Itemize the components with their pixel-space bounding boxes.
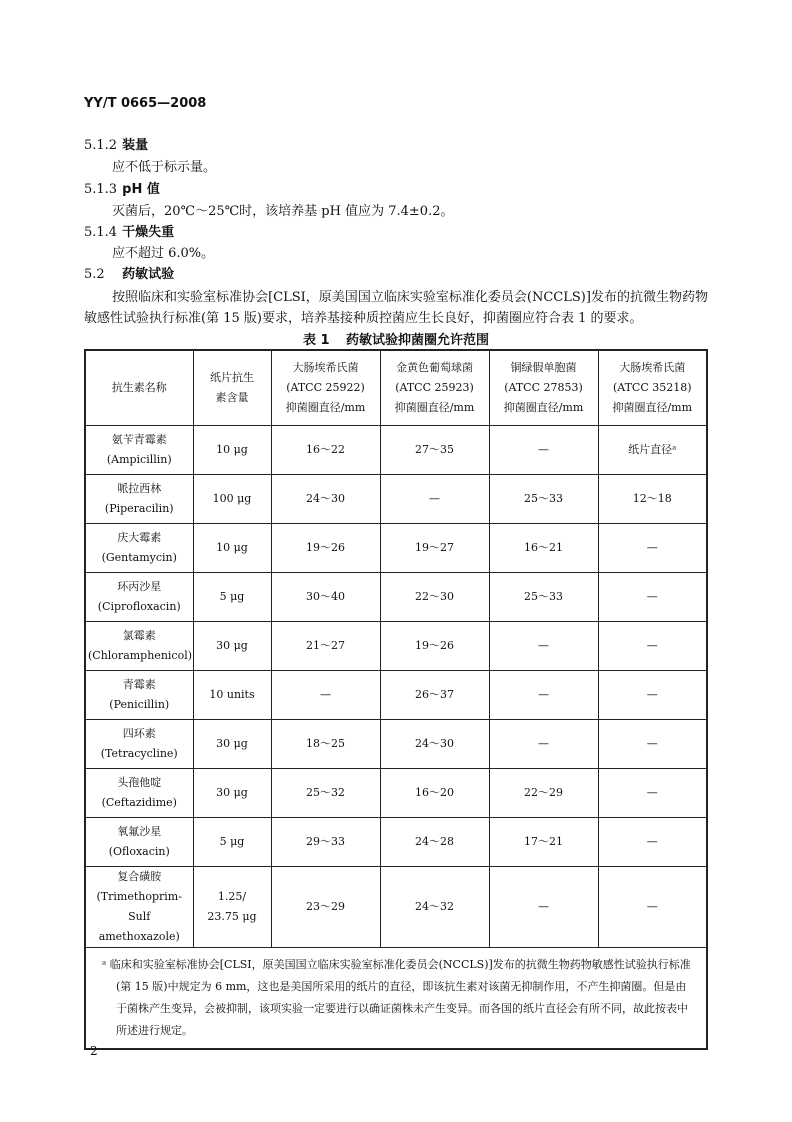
value-cell: 25～32	[271, 769, 380, 818]
header-ec25922: 大肠埃希氏菌 (ATCC 25922) 抑菌圈直径/mm	[271, 350, 380, 426]
value-cell: 22～30	[380, 573, 489, 622]
section-5-2-heading	[84, 265, 174, 285]
value-cell: 24～30	[271, 475, 380, 524]
document-code: YY/T 0665—2008	[84, 96, 207, 111]
table-footnote: ᵃ 临床和实验室标准协会[CLSI，原美国国立临床实验室标准化委员会(NCCLS)]发布的抗微生物药物敏感性试验执行标准(第 15 版)中规定为 6 mm，这也是美国所采用的纸片的直径，即该抗生素对该菌无抑制作用，不产生抑菌圈。但是由于菌株产生变异，会被抑制，该项实验一定要进行以确证菌株未产生变异。而各国的纸片直径会有所不同，故此按表中所述进行规定。	[85, 948, 707, 1050]
table-row	[85, 720, 707, 769]
value-cell: 24～30	[380, 720, 489, 769]
content-cell: 100 μg	[193, 475, 271, 524]
value-cell: —	[271, 671, 380, 720]
value-cell: 29～33	[271, 818, 380, 867]
value-cell: 16～22	[271, 426, 380, 475]
value-cell: 16～20	[380, 769, 489, 818]
table-row	[85, 475, 707, 524]
section-5-1-4-text: 应不超过 6.0%。	[112, 246, 215, 261]
content-cell: 10 units	[193, 671, 271, 720]
table-caption-title: 药敏试验抑菌圈允许范围	[346, 333, 490, 348]
value-cell: —	[598, 622, 707, 671]
antibiotic-name-cell: 四环素 (Tetracycline)	[85, 720, 193, 769]
header-pa27853: 铜绿假单胞菌 (ATCC 27853) 抑菌圈直径/mm	[489, 350, 598, 426]
value-cell: 25～33	[489, 573, 598, 622]
antibiotic-name-cell: 庆大霉素 (Gentamycin)	[85, 524, 193, 573]
section-number: 5.1.2	[84, 138, 118, 153]
table-caption-label: 表 1	[302, 333, 330, 348]
antibiotic-name-cell: 哌拉西林 (Piperacilin)	[85, 475, 193, 524]
value-cell: —	[598, 524, 707, 573]
antibiotic-name-cell: 环丙沙星 (Ciprofloxacin)	[85, 573, 193, 622]
content-cell: 10 μg	[193, 426, 271, 475]
table-row	[85, 622, 707, 671]
value-cell: —	[598, 720, 707, 769]
section-5-1-2-heading	[84, 136, 148, 156]
section-5-1-2-text: 应不低于标示量。	[112, 160, 217, 175]
section-title: 装量	[122, 138, 149, 153]
table-row	[85, 818, 707, 867]
table-row	[85, 524, 707, 573]
content-cell: 30 μg	[193, 720, 271, 769]
value-cell: 纸片直径ᵃ	[598, 426, 707, 475]
value-cell: 16～21	[489, 524, 598, 573]
value-cell: 19～26	[380, 622, 489, 671]
table-row	[85, 671, 707, 720]
value-cell: 18～25	[271, 720, 380, 769]
content-cell: 30 μg	[193, 622, 271, 671]
content-cell: 10 μg	[193, 524, 271, 573]
value-cell: 26～37	[380, 671, 489, 720]
table-row	[85, 573, 707, 622]
antibiotic-name-cell: 复合磺胺 (Trimethoprim-Sulf amethoxazole)	[85, 867, 193, 948]
header-ec35218: 大肠埃希氏菌 (ATCC 35218) 抑菌圈直径/mm	[598, 350, 707, 426]
value-cell: —	[489, 867, 598, 948]
value-cell: 17～21	[489, 818, 598, 867]
value-cell: —	[380, 475, 489, 524]
value-cell: 19～27	[380, 524, 489, 573]
antibiotic-name-cell: 氨苄青霉素 (Ampicillin)	[85, 426, 193, 475]
antibiotic-name-cell: 氯霉素 (Chloramphenicol)	[85, 622, 193, 671]
value-cell: —	[598, 867, 707, 948]
value-cell: —	[489, 720, 598, 769]
value-cell: —	[489, 622, 598, 671]
value-cell: 12～18	[598, 475, 707, 524]
section-5-1-3-text: 灭菌后，20℃～25℃时，该培养基 pH 值应为 7.4±0.2。	[112, 204, 454, 219]
value-cell: —	[489, 671, 598, 720]
table-caption	[84, 329, 708, 348]
value-cell: 23～29	[271, 867, 380, 948]
inhibition-zone-table	[84, 349, 708, 1050]
value-cell: —	[598, 818, 707, 867]
value-cell: 24～32	[380, 867, 489, 948]
value-cell: 30～40	[271, 573, 380, 622]
page-number: 2	[90, 1044, 98, 1058]
value-cell: —	[489, 426, 598, 475]
section-number: 5.1.3	[84, 182, 118, 197]
header-antibiotic: 抗生素名称	[85, 350, 193, 426]
table-footnote-row	[85, 948, 707, 1050]
content-cell: 30 μg	[193, 769, 271, 818]
table-row	[85, 769, 707, 818]
value-cell: 24～28	[380, 818, 489, 867]
section-number: 5.2	[84, 267, 105, 282]
value-cell: —	[598, 573, 707, 622]
section-5-1-4-heading	[84, 223, 174, 243]
value-cell: —	[598, 671, 707, 720]
table-row	[85, 426, 707, 475]
content-cell: 5 μg	[193, 818, 271, 867]
header-content: 纸片抗生 素含量	[193, 350, 271, 426]
content-cell: 1.25/ 23.75 μg	[193, 867, 271, 948]
section-title: 干燥失重	[122, 225, 175, 240]
value-cell: 27～35	[380, 426, 489, 475]
section-5-2-text: 按照临床和实验室标准协会[CLSI，原美国国立临床实验室标准化委员会(NCCLS)]发布的抗微生物药物敏感性试验执行标准(第 15 版)要求，培养基接种质控菌应生长良好，抑菌圈应符合表 1 的要求。	[84, 290, 708, 326]
section-title: 药敏试验	[122, 267, 175, 282]
header-sa25923: 金黄色葡萄球菌 (ATCC 25923) 抑菌圈直径/mm	[380, 350, 489, 426]
content-cell: 5 μg	[193, 573, 271, 622]
antibiotic-name-cell: 头孢他啶 (Ceftazidime)	[85, 769, 193, 818]
section-5-1-3-heading	[84, 180, 160, 200]
value-cell: 25～33	[489, 475, 598, 524]
section-title: pH 值	[122, 182, 160, 197]
antibiotic-name-cell: 青霉素 (Penicillin)	[85, 671, 193, 720]
value-cell: 21～27	[271, 622, 380, 671]
table-row	[85, 867, 707, 948]
antibiotic-name-cell: 氧氟沙星 (Ofloxacin)	[85, 818, 193, 867]
table-header-row	[85, 350, 707, 426]
section-number: 5.1.4	[84, 225, 118, 240]
value-cell: 19～26	[271, 524, 380, 573]
table-container	[84, 349, 706, 1050]
value-cell: 22～29	[489, 769, 598, 818]
value-cell: —	[598, 769, 707, 818]
